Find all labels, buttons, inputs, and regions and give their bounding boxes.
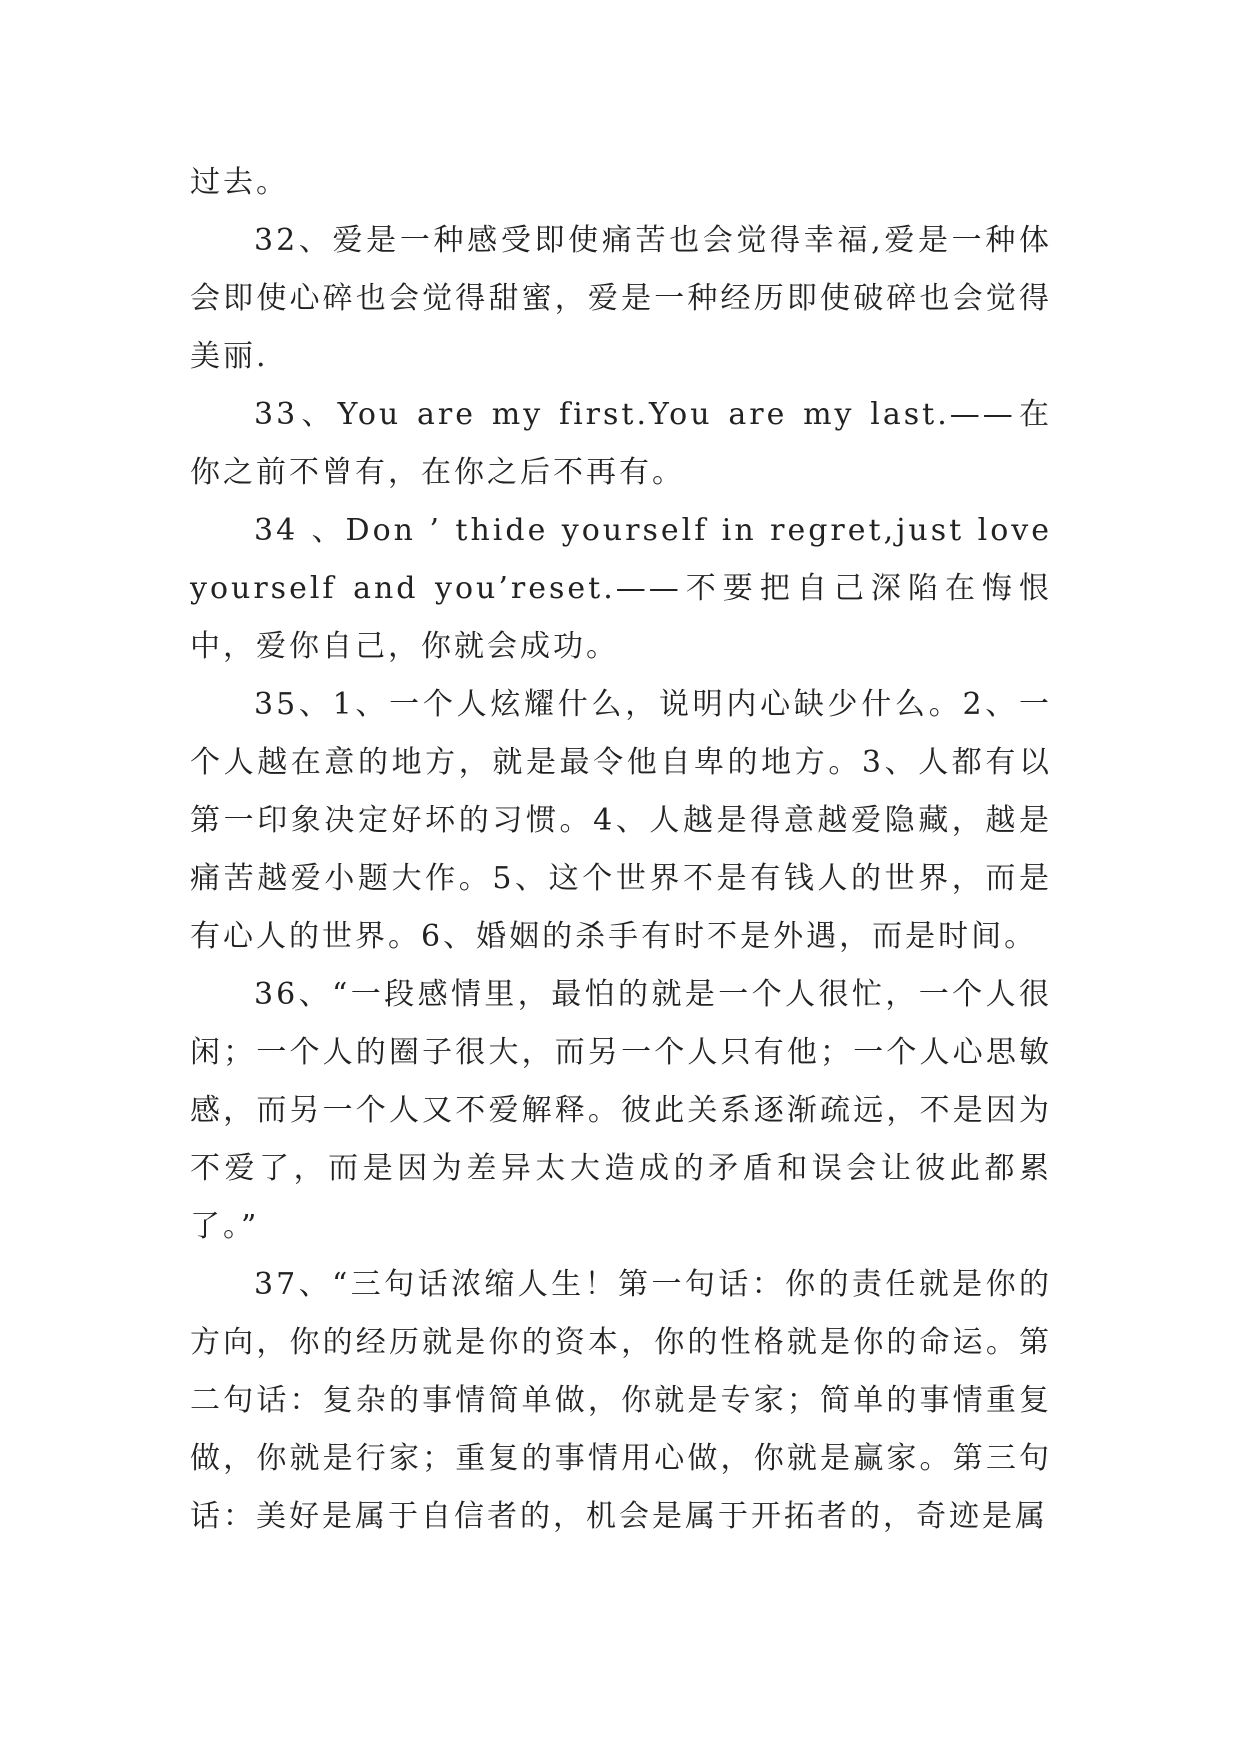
paragraph-35: 35、1、一个人炫耀什么，说明内心缺少什么。2、一个人越在意的地方，就是最令他自卑的地方。3、人都有以第一印象决定好坏的习惯。4、人越是得意越爱隐藏，越是痛苦越爱小题大作。5、这个世界不是有钱人的世界，而是有心人的世界。6、婚姻的杀手有时不是外遇，而是时间。 — [190, 687, 1052, 954]
paragraph-36: 36、“一段感情里，最怕的就是一个人很忙，一个人很闲；一个人的圈子很大，而另一个人只有他；一个人心思敏感，而另一个人又不爱解释。彼此关系逐渐疏远，不是因为不爱了，而是因为差异太大造成的矛盾和误会让彼此都累了。” — [190, 977, 1052, 1244]
paragraph-34: 34 、Don ’ thide yourself in regret,just love yourself and you’reset.——不要把自己深陷在悔恨中，爱你自己，你就会成功。 — [190, 513, 1052, 664]
document-body — [190, 154, 1052, 1546]
paragraph-33: 33、You are my first.You are my last.——在你之前不曾有，在你之后不再有。 — [190, 397, 1052, 490]
paragraph-31-continuation: 过去。 — [190, 165, 289, 200]
paragraph-37: 37、“三句话浓缩人生！第一句话：你的责任就是你的方向，你的经历就是你的资本，你的性格就是你的命运。第二句话：复杂的事情简单做，你就是专家；简单的事情重复做，你就是行家；重复的事情用心做，你就是赢家。第三句话：美好是属于自信者的，机会是属于开拓者的，奇迹是属 — [190, 1267, 1052, 1534]
paragraph-32: 32、爱是一种感受即使痛苦也会觉得幸福,爱是一种体会即使心碎也会觉得甜蜜，爱是一种经历即使破碎也会觉得美丽. — [190, 223, 1052, 374]
